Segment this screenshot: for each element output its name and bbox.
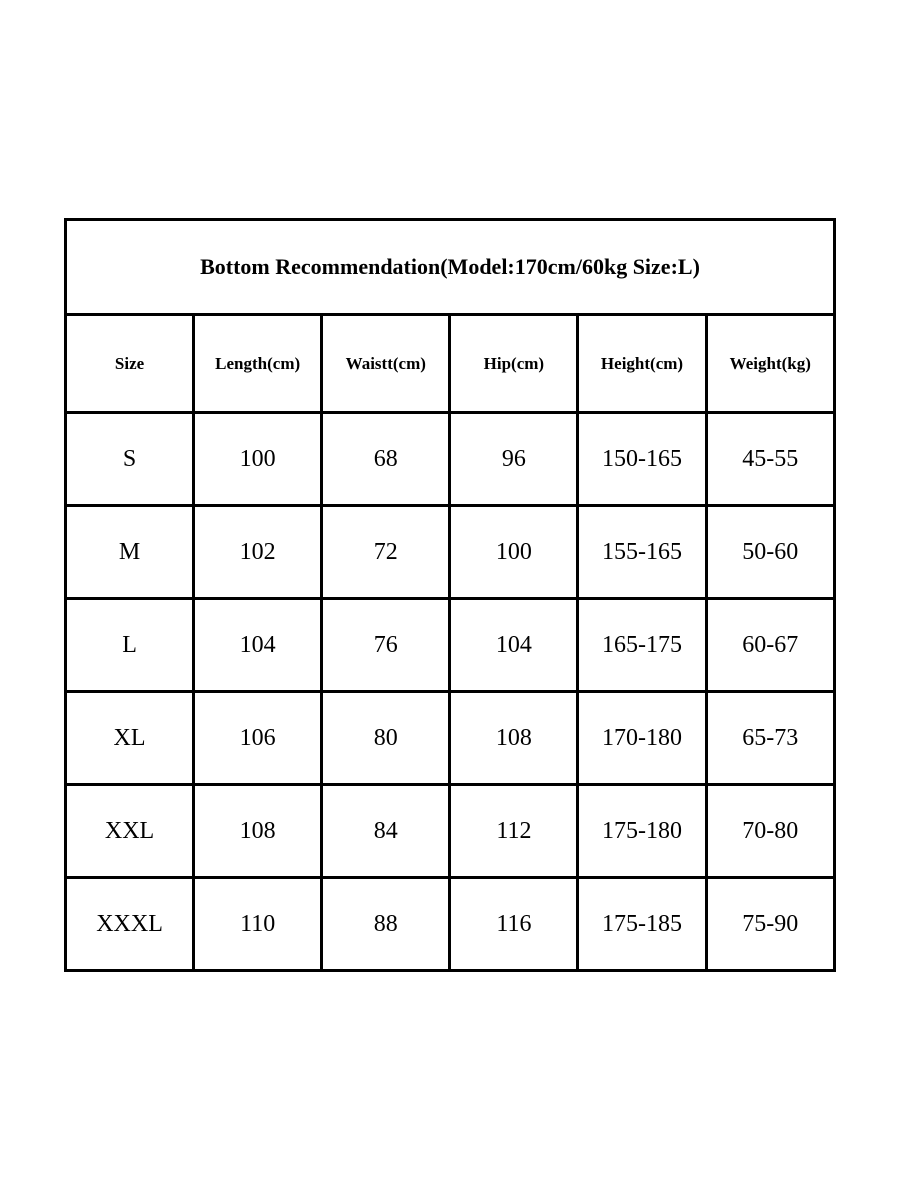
cell-hip: 100	[450, 506, 578, 599]
cell-weight: 50-60	[706, 506, 834, 599]
table-row	[66, 692, 835, 785]
cell-hip: 116	[450, 878, 578, 971]
cell-weight: 60-67	[706, 599, 834, 692]
size-chart-table	[64, 218, 836, 972]
cell-size: L	[66, 599, 194, 692]
cell-waist: 68	[322, 413, 450, 506]
cell-length: 108	[194, 785, 322, 878]
header-row	[66, 315, 835, 413]
cell-size: M	[66, 506, 194, 599]
cell-height: 150-165	[578, 413, 706, 506]
table-row	[66, 878, 835, 971]
cell-length: 104	[194, 599, 322, 692]
table-row	[66, 785, 835, 878]
table-title: Bottom Recommendation(Model:170cm/60kg Size:L)	[66, 220, 835, 315]
cell-length: 110	[194, 878, 322, 971]
header-hip: Hip(cm)	[450, 315, 578, 413]
cell-weight: 45-55	[706, 413, 834, 506]
header-weight: Weight(kg)	[706, 315, 834, 413]
cell-waist: 84	[322, 785, 450, 878]
cell-size: XXL	[66, 785, 194, 878]
cell-height: 170-180	[578, 692, 706, 785]
table-row	[66, 599, 835, 692]
header-waist: Waistt(cm)	[322, 315, 450, 413]
cell-hip: 96	[450, 413, 578, 506]
cell-height: 175-185	[578, 878, 706, 971]
cell-length: 100	[194, 413, 322, 506]
cell-length: 106	[194, 692, 322, 785]
header-length: Length(cm)	[194, 315, 322, 413]
table-row	[66, 506, 835, 599]
header-size: Size	[66, 315, 194, 413]
header-height: Height(cm)	[578, 315, 706, 413]
cell-hip: 108	[450, 692, 578, 785]
cell-hip: 112	[450, 785, 578, 878]
cell-height: 175-180	[578, 785, 706, 878]
table-row	[66, 413, 835, 506]
cell-length: 102	[194, 506, 322, 599]
cell-waist: 72	[322, 506, 450, 599]
cell-waist: 88	[322, 878, 450, 971]
cell-waist: 76	[322, 599, 450, 692]
cell-weight: 75-90	[706, 878, 834, 971]
cell-height: 155-165	[578, 506, 706, 599]
cell-size: XL	[66, 692, 194, 785]
cell-hip: 104	[450, 599, 578, 692]
cell-size: XXXL	[66, 878, 194, 971]
cell-size: S	[66, 413, 194, 506]
cell-weight: 65-73	[706, 692, 834, 785]
cell-waist: 80	[322, 692, 450, 785]
cell-height: 165-175	[578, 599, 706, 692]
cell-weight: 70-80	[706, 785, 834, 878]
title-row	[66, 220, 835, 315]
